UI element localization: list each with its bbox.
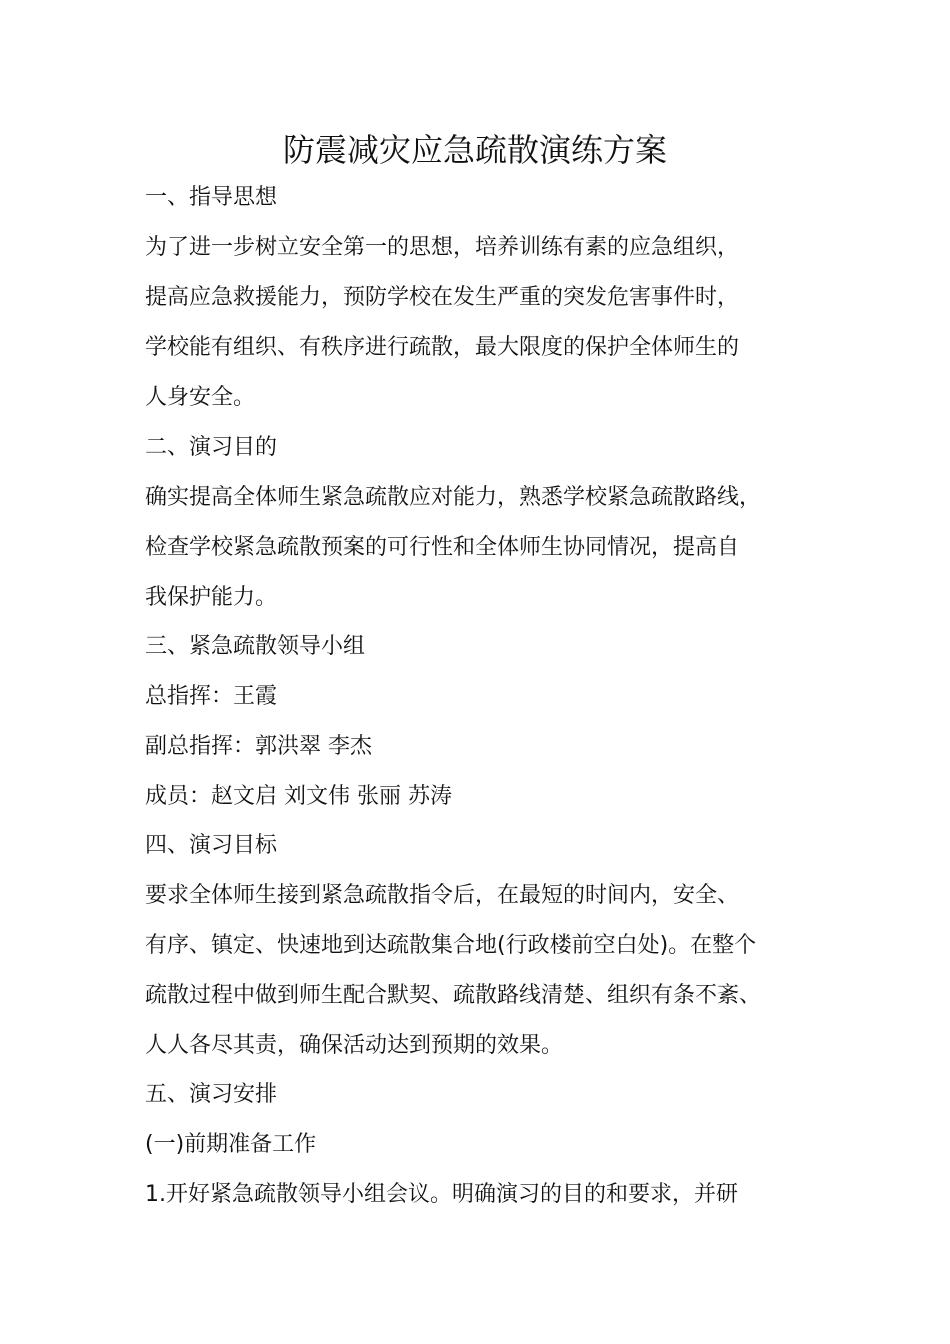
section-heading-drill-purpose: 二、演习目的 (145, 435, 278, 460)
paragraph-line: 人身安全。 (145, 385, 256, 410)
section-heading-leadership-group: 三、紧急疏散领导小组 (145, 634, 366, 659)
section-heading-drill-arrangement: 五、演习安排 (145, 1082, 278, 1107)
paragraph-line: 为了进一步树立安全第一的思想，培养训练有素的应急组织， (145, 235, 740, 260)
paragraph-line: 学校能有组织、有秩序进行疏散，最大限度的保护全体师生的 (145, 335, 740, 360)
subsection-heading-preparation: (一)前期准备工作 (145, 1132, 317, 1157)
paragraph-line: 要求全体师生接到紧急疏散指令后，在最短的时间内，安全、 (145, 883, 740, 908)
paragraph-line: 有序、镇定、快速地到达疏散集合地(行政楼前空白处)。在整个 (145, 933, 757, 958)
document-title: 防震减灾应急疏散演练方案 (282, 131, 667, 169)
deputy-commander-line: 副总指挥：郭洪翠 李杰 (145, 734, 372, 759)
commander-line: 总指挥：王霞 (145, 684, 278, 709)
paragraph-line: 检查学校紧急疏散预案的可行性和全体师生协同情况，提高自 (145, 535, 740, 560)
paragraph-line: 人人各尽其责，确保活动达到预期的效果。 (145, 1033, 564, 1058)
section-heading-guiding-ideology: 一、指导思想 (145, 185, 278, 210)
section-heading-drill-goals: 四、演习目标 (145, 833, 278, 858)
paragraph-line: 提高应急救援能力，预防学校在发生严重的突发危害事件时， (145, 285, 740, 310)
paragraph-line: 疏散过程中做到师生配合默契、疏散路线清楚、组织有条不紊、 (145, 983, 762, 1008)
members-line: 成员：赵文启 刘文伟 张丽 苏涛 (145, 784, 452, 809)
list-item-1: 1.开好紧急疏散领导小组会议。明确演习的目的和要求，并研 (145, 1182, 738, 1207)
paragraph-line: 确实提高全体师生紧急疏散应对能力，熟悉学校紧急疏散路线， (145, 485, 762, 510)
paragraph-line: 我保护能力。 (145, 585, 278, 610)
